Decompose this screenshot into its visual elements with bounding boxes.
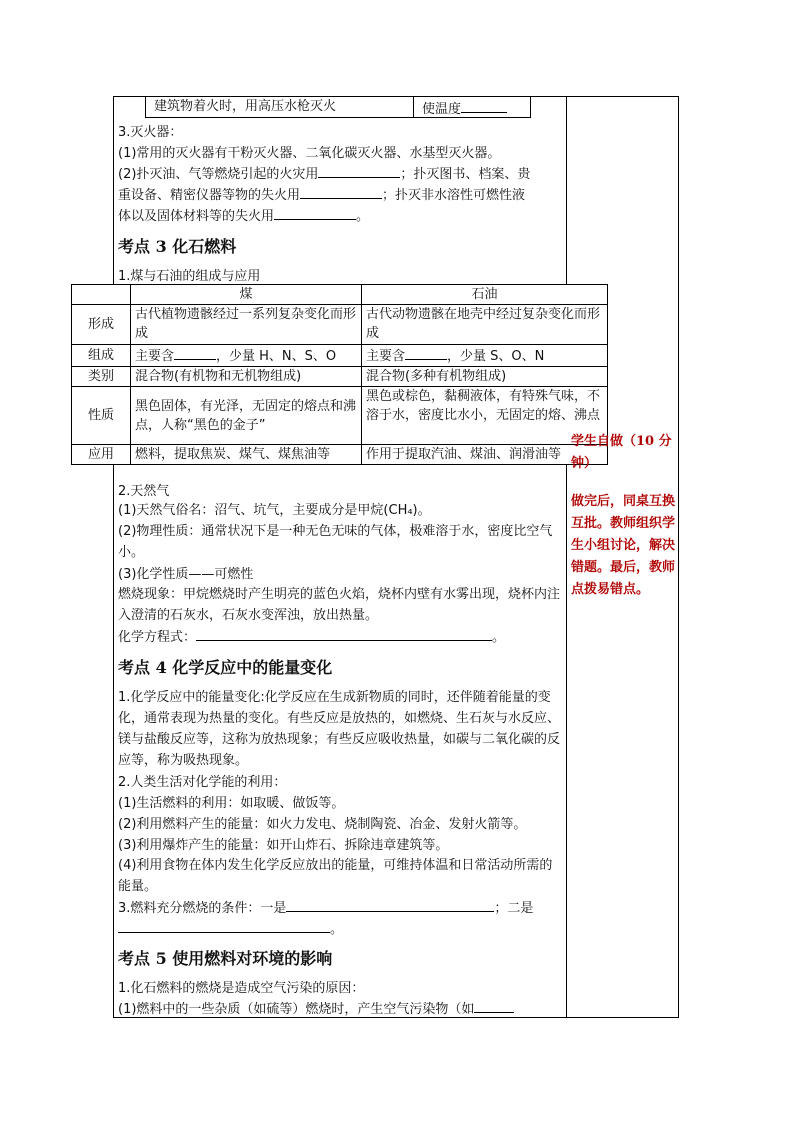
- extinguisher-line1: (1)常用的灭火器有干粉灭火器、二氧化碳灭火器、水基型灭火器。: [118, 146, 501, 161]
- answer-blank[interactable]: [474, 998, 514, 1013]
- section4-p2: 2.人类生活对化学能的利用：: [118, 775, 287, 790]
- table-header-coal: 煤: [131, 285, 362, 305]
- row-label: 类别: [72, 367, 131, 387]
- section4-p5: (3)利用爆炸产生的能量：如开山炸石、拆除违章建筑等。: [118, 838, 449, 853]
- gas-equation: [118, 626, 505, 645]
- section5-p2-text: (1)燃料中的一些杂质（如硫等）燃烧时，产生空气污染物（如: [118, 1002, 475, 1017]
- section4-p7a: 3.燃料充分燃烧的条件：一是: [118, 901, 287, 916]
- table-cell: [131, 345, 362, 367]
- answer-blank[interactable]: [461, 98, 507, 113]
- top-row-left-cell: [145, 96, 414, 118]
- table-cell: 混合物(多种有机物组成): [362, 367, 608, 387]
- gas-equation-end: 。: [492, 630, 506, 645]
- section4-p7: [118, 897, 533, 916]
- answer-blank[interactable]: [274, 205, 356, 220]
- cell-text: 主要含: [366, 349, 406, 364]
- section4-p8-end: 。: [330, 922, 344, 937]
- section5-p2: [118, 998, 514, 1017]
- table-header-oil: 石油: [362, 285, 608, 305]
- row-label: 应用: [72, 445, 131, 465]
- section4-p6: (4)利用食物在体内发生化学反应放出的能量，可维持体温和日常活动所需的能量。: [118, 858, 553, 894]
- section5-p1: 1.化石燃料的燃烧是造成空气污染的原因：: [118, 981, 365, 996]
- section4-p7b: ；二是: [494, 901, 534, 916]
- section3-heading: 考点 3 化石燃料: [118, 237, 237, 256]
- extinguisher-line2: [118, 163, 530, 182]
- gas-line3: (3)化学性质——可燃性: [118, 567, 254, 582]
- extinguisher-line2a: (2)扑灭油、气等燃烧引起的火灾用: [118, 167, 319, 182]
- extinguisher-line2b: ；扑灭图书、档案、贵: [400, 167, 531, 182]
- row-label: 形成: [72, 305, 131, 345]
- top-row-right-cell: [413, 96, 531, 118]
- gas-equation-label: 化学方程式：: [118, 630, 197, 645]
- table-row: [72, 387, 608, 445]
- table-cell: 燃料，提取焦炭、煤气、煤焦油等: [131, 445, 362, 465]
- cell-text: ，少量 S、O、N: [447, 349, 545, 364]
- section5-heading: 考点 5 使用燃料对环境的影响: [118, 949, 333, 968]
- answer-blank[interactable]: [300, 184, 382, 199]
- table-cell: 古代动物遗骸在地壳中经过复杂变化而形成: [362, 305, 608, 345]
- answer-blank[interactable]: [318, 163, 400, 178]
- table-header-blank: [72, 285, 131, 305]
- table-cell: 古代植物遗骸经过一系列复杂变化而形成: [131, 305, 362, 345]
- extinguisher-line3b: ；扑灭非水溶性可燃性液: [382, 188, 526, 203]
- answer-blank[interactable]: [286, 897, 494, 912]
- row-label: 组成: [72, 345, 131, 367]
- table-row: [72, 445, 608, 465]
- top-row-right-text: 使温度: [422, 102, 462, 117]
- extinguisher-line4b: 。: [356, 209, 370, 224]
- section4-p4: (2)利用燃料产生的能量：如火力发电、烧制陶瓷、冶金、发射火箭等。: [118, 817, 527, 832]
- table-cell: 作用于提取汽油、煤油、润滑油等: [362, 445, 608, 465]
- answer-blank[interactable]: [196, 626, 492, 641]
- section4-p8: [118, 918, 343, 937]
- gas-title: 2.天然气: [118, 484, 170, 499]
- table-cell: 黑色或棕色，黏稠液体，有特殊气味，不溶于水，密度比水小，无固定的熔、沸点: [362, 387, 608, 445]
- top-row-left-text: 建筑物着火时，用高压水枪灭火: [154, 99, 337, 114]
- table-header-row: [72, 285, 608, 305]
- cell-text: 主要含: [135, 349, 175, 364]
- row-label: 性质: [72, 387, 131, 445]
- table-row: [72, 305, 608, 345]
- answer-blank[interactable]: [405, 345, 447, 360]
- extinguisher-line4: [118, 205, 369, 224]
- extinguisher-line3: [118, 184, 525, 203]
- sidebar-note-time: 学生自做（10 分钟）: [571, 434, 672, 471]
- table-cell: [362, 345, 608, 367]
- section4-heading: 考点 4 化学反应中的能量变化: [118, 658, 333, 677]
- extinguisher-title: 3.灭火器：: [118, 125, 183, 140]
- coal-oil-table: [71, 284, 608, 465]
- sidebar-note-instructions: 做完后，同桌互换互批。教师组织学生小组讨论，解决错题。最后，教师点拨易错点。: [571, 494, 676, 597]
- table-cell: 黑色固体，有光泽，无固定的熔点和沸点，人称“黑色的金子”: [131, 387, 362, 445]
- table-row: [72, 345, 608, 367]
- extinguisher-line4a: 体以及固体材料等的失火用: [118, 209, 275, 224]
- gas-line2: (2)物理性质：通常状况下是一种无色无味的气体，极难溶于水，密度比空气小。: [118, 524, 553, 560]
- section4-p3: (1)生活燃料的利用：如取暖、做饭等。: [118, 796, 345, 811]
- section4-p1: 1.化学反应中的能量变化:化学反应在生成新物质的同时，还伴随着能量的变化，通常表现为热量的变化。有些反应是放热的，如燃烧、生石灰与水反应、镁与盐酸反应等，这称为放热现象；有些反应吸收热量，如碳与二氧化碳的反应等，称为吸热现象。: [118, 690, 561, 768]
- table-row: [72, 367, 608, 387]
- section3-subtitle: 1.煤与石油的组成与应用: [118, 269, 261, 284]
- answer-blank[interactable]: [174, 345, 216, 360]
- gas-line1: (1)天然气俗名：沼气、坑气，主要成分是甲烷(CH₄)。: [118, 503, 431, 518]
- extinguisher-line3a: 重设备、精密仪器等物的失火用: [118, 188, 301, 203]
- column-divider: [566, 96, 567, 1018]
- cell-text: ，少量 H、N、S、O: [216, 349, 337, 364]
- answer-blank[interactable]: [118, 918, 330, 933]
- table-cell: 混合物(有机物和无机物组成): [131, 367, 362, 387]
- gas-line4: 燃烧现象：甲烷燃烧时产生明亮的蓝色火焰，烧杯内壁有水雾出现，烧杯内注入澄清的石灰水，石灰水变浑浊，放出热量。: [118, 587, 561, 623]
